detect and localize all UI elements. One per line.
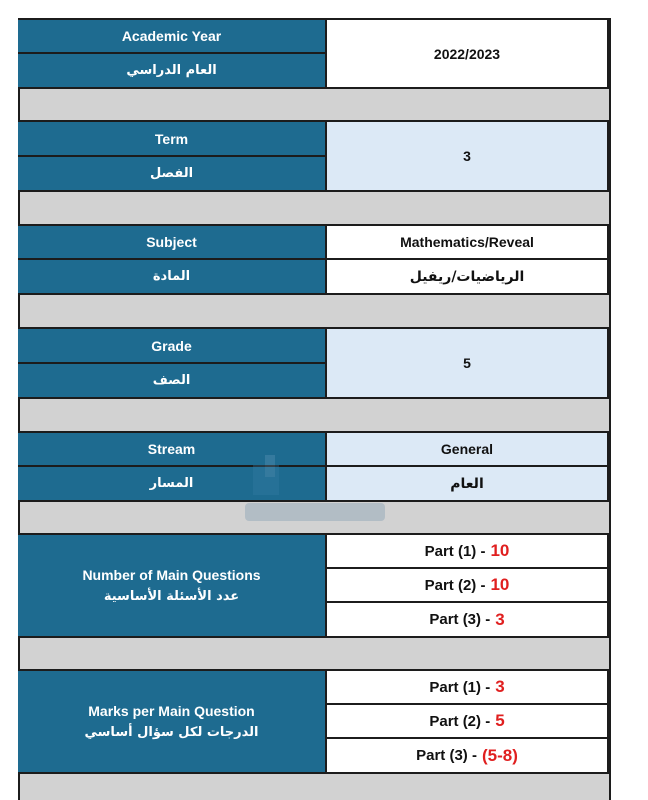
academic-year-label-ar: العام الدراسي xyxy=(18,54,325,87)
term-label-en: Term xyxy=(18,122,325,155)
subject-label-ar: المادة xyxy=(18,260,325,293)
main-questions-label-ar: عدد الأسئلة الأساسية xyxy=(103,588,240,604)
separator xyxy=(20,502,609,533)
part-value: 10 xyxy=(490,575,510,594)
marks-part-3 xyxy=(327,739,607,772)
stream-label-en: Stream xyxy=(18,433,325,465)
stream-label-ar: المسار xyxy=(18,467,325,500)
main-questions-part-2 xyxy=(327,569,607,601)
marks-label-ar: الدرجات لكل سؤال أساسي xyxy=(84,724,259,740)
part-label: Part (2) - xyxy=(424,576,486,594)
separator xyxy=(20,774,609,800)
part-value: (5-8) xyxy=(481,745,518,765)
marks-part-1 xyxy=(327,671,607,703)
subject-label-en: Subject xyxy=(18,226,325,258)
grade-label-en: Grade xyxy=(18,329,325,362)
academic-year-value: 2022/2023 xyxy=(327,20,607,87)
term-label-ar: الفصل xyxy=(18,157,325,190)
grade-label-ar: الصف xyxy=(18,364,325,397)
part-value: 5 xyxy=(495,711,505,730)
separator xyxy=(20,399,609,431)
stream-value-en: General xyxy=(327,433,607,465)
part-value: 3 xyxy=(495,609,505,629)
part-label: Part (1) - xyxy=(429,678,491,696)
separator xyxy=(20,192,609,224)
main-questions-part-3 xyxy=(327,603,607,636)
part-label: Part (2) - xyxy=(429,712,491,730)
marks-label xyxy=(18,671,325,772)
separator xyxy=(20,638,609,669)
part-value: 10 xyxy=(490,541,510,560)
separator xyxy=(20,295,609,327)
marks-part-2 xyxy=(327,705,607,737)
subject-value-en: Mathematics/Reveal xyxy=(327,226,607,258)
marks-label-en: Marks per Main Question xyxy=(88,702,255,719)
main-questions-part-1 xyxy=(327,535,607,567)
part-value: 3 xyxy=(495,677,505,696)
part-label: Part (3) - xyxy=(416,747,477,764)
separator xyxy=(20,89,609,120)
main-questions-label xyxy=(18,535,325,636)
part-label: Part (1) - xyxy=(424,542,486,560)
academic-year-label-en: Academic Year xyxy=(18,20,325,52)
main-questions-label-en: Number of Main Questions xyxy=(82,566,261,583)
subject-value-ar: الرياضيات/ريفيل xyxy=(327,260,607,293)
info-table xyxy=(18,18,611,800)
grade-value: 5 xyxy=(327,329,607,397)
stream-value-ar: العام xyxy=(327,467,607,500)
term-value: 3 xyxy=(327,122,607,190)
part-label: Part (3) - xyxy=(429,611,491,628)
